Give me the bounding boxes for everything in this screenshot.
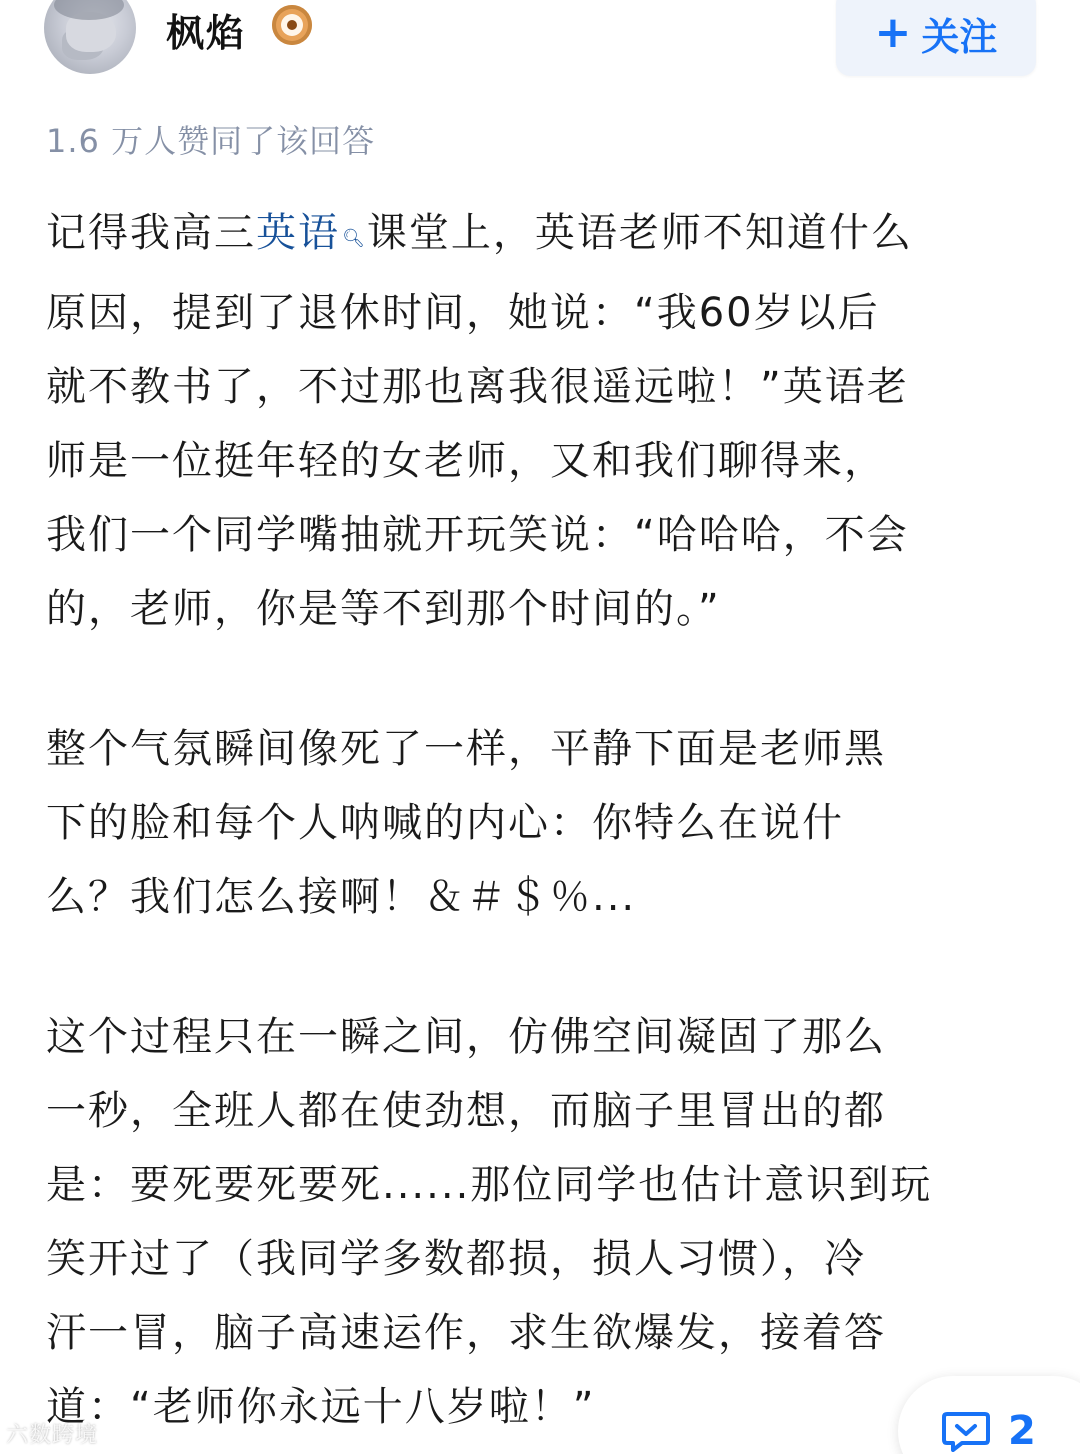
paragraph [46, 1000, 1036, 1444]
text-line: 的，老师，你是等不到那个时间的。” [46, 586, 721, 632]
text-line: 么？我们怎么接啊！＆＃＄％... [46, 874, 637, 920]
keyword-link-english[interactable]: 英语 [256, 210, 340, 256]
paragraph [46, 196, 1036, 646]
text-line: 笑开过了（我同学多数都损，损人习惯），冷 [46, 1236, 866, 1282]
text-line: 原因，提到了退休时间，她说：“我60岁以后 [46, 290, 880, 336]
answer-header [0, 0, 1080, 90]
text-line [46, 196, 1036, 276]
text-line: 道：“老师你永远十八岁啦！” [46, 1384, 596, 1430]
badge-icon[interactable] [272, 5, 312, 45]
text-line: 我们一个同学嘴抽就开玩笑说：“哈哈哈，不会 [46, 512, 909, 558]
text-line: 整个气氛瞬间像死了一样，平静下面是老师黑 [46, 726, 886, 772]
paragraph [46, 712, 1036, 934]
comment-button[interactable] [898, 1376, 1080, 1454]
search-icon: 🔍︎ [342, 228, 367, 249]
text-line: 师是一位挺年轻的女老师，又和我们聊得来， [46, 438, 886, 484]
text-line: 是：要死要死要死......那位同学也估计意识到玩 [46, 1162, 933, 1208]
text-line: 下的脸和每个人呐喊的内心：你特么在说什 [46, 800, 844, 846]
vote-count: 1.6 万人赞同了该回答 [46, 122, 376, 160]
text-segment: 课堂上，英语老师不知道什么 [366, 210, 913, 256]
text-segment: 记得我高三 [46, 210, 256, 256]
follow-button-label: 关注 [921, 14, 998, 59]
watermark: 六数跨境 [6, 1423, 99, 1448]
answer-content [46, 196, 1036, 1454]
text-line: 汗一冒，脑子高速运作，求生欲爆发，接着答 [46, 1310, 886, 1356]
text-line: 这个过程只在一瞬之间，仿佛空间凝固了那么 [46, 1014, 886, 1060]
plus-icon: + [874, 7, 912, 58]
author-avatar[interactable] [44, 0, 136, 74]
follow-button[interactable] [836, 0, 1036, 76]
author-name[interactable]: 枫焰 [166, 11, 247, 55]
comment-count: 2 [1008, 1408, 1036, 1454]
text-line: 就不教书了，不过那也离我很遥远啦！”英语老 [46, 364, 909, 410]
comment-icon [942, 1410, 990, 1452]
text-line: 一秒，全班人都在使劲想，而脑子里冒出的都 [46, 1088, 886, 1134]
